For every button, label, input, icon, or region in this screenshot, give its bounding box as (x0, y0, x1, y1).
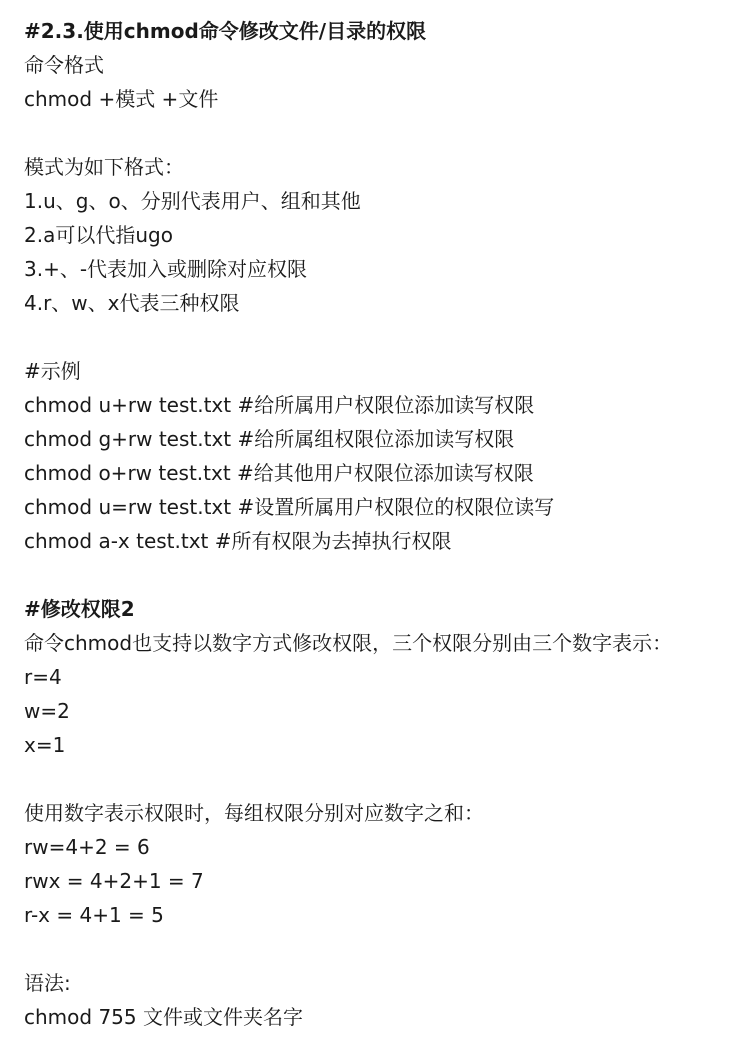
numeric-intro: 命令chmod也支持以数字方式修改权限，三个权限分别由三个数字表示： (24, 631, 673, 655)
blank-line (24, 116, 724, 150)
format-command: chmod +模式 +文件 (24, 87, 219, 111)
document (24, 14, 724, 1034)
section-title-numeric: #修改权限2 (24, 597, 135, 621)
permission-value: r=4 (24, 665, 62, 689)
blank-line (24, 558, 724, 592)
sum-line: rwx = 4+2+1 = 7 (24, 869, 204, 893)
permission-value: x=1 (24, 733, 66, 757)
example-line: chmod u+rw test.txt #给所属用户权限位添加读写权限 (24, 393, 535, 417)
sum-line: rw=4+2 = 6 (24, 835, 150, 859)
syntax-label: 语法: (24, 971, 71, 995)
example-line: chmod o+rw test.txt #给其他用户权限位添加读写权限 (24, 461, 534, 485)
mode-item: 2.a可以代指ugo (24, 223, 173, 247)
example-line: chmod g+rw test.txt #给所属组权限位添加读写权限 (24, 427, 515, 451)
mode-item: 1.u、g、o、分别代表用户、组和其他 (24, 189, 361, 213)
format-label: 命令格式 (24, 53, 104, 77)
sum-line: r-x = 4+1 = 5 (24, 903, 164, 927)
blank-line (24, 932, 724, 966)
example-line: chmod a-x test.txt #所有权限为去掉执行权限 (24, 529, 452, 553)
blank-line (24, 320, 724, 354)
syntax-command: chmod 755 文件或文件夹名字 (24, 1005, 303, 1029)
permission-value: w=2 (24, 699, 70, 723)
blank-line (24, 762, 724, 796)
mode-item: 3.+、-代表加入或删除对应权限 (24, 257, 308, 281)
mode-intro: 模式为如下格式： (24, 155, 184, 179)
example-line: chmod u=rw test.txt #设置所属用户权限位的权限位读写 (24, 495, 555, 519)
mode-item: 4.r、w、x代表三种权限 (24, 291, 240, 315)
example-label: #示例 (24, 359, 81, 383)
sum-intro: 使用数字表示权限时，每组权限分别对应数字之和： (24, 801, 484, 825)
section-title-chmod: #2.3.使用chmod命令修改文件/目录的权限 (24, 19, 427, 43)
